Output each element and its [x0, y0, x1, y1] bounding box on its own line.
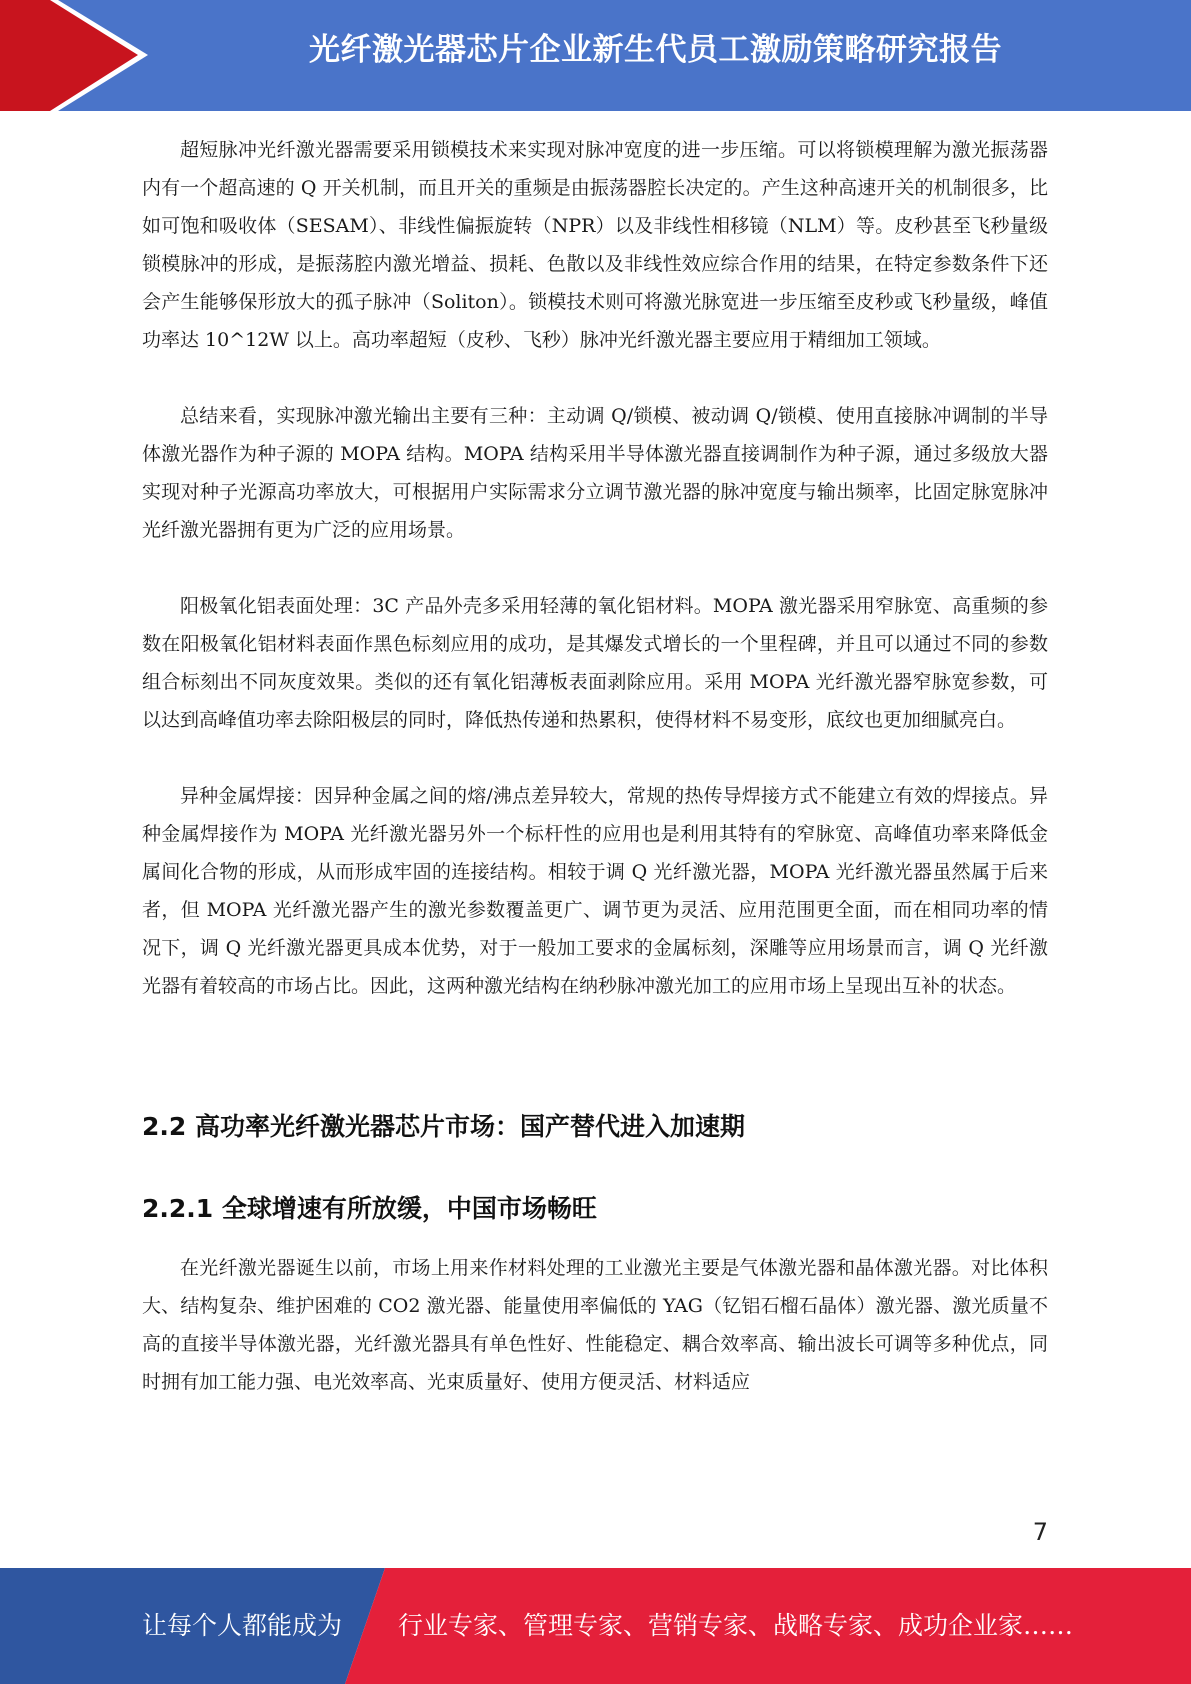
page-content — [142, 131, 1048, 1401]
section-heading: 2.2 高功率光纤激光器芯片市场：国产替代进入加速期 — [142, 1112, 745, 1141]
subsection-heading: 2.2.1 全球增速有所放缓，中国市场畅旺 — [142, 1194, 597, 1223]
page-header — [0, 0, 1191, 111]
body-paragraph: 总结来看，实现脉冲激光输出主要有三种：主动调 Q/锁模、被动调 Q/锁模、使用直接脉冲调制的半导体激光器作为种子源的 MOPA 结构。MOPA 结构采用半导体激光器直接调制作为种子源，通过多级放大器实现对种子光源高功率放大，可根据用户实际需求分立调节激光器的脉冲宽度与输出频率，比固定脉宽脉冲光纤激光器拥有更为广泛的应用场景。 — [142, 405, 1048, 541]
body-paragraph: 异种金属焊接：因异种金属之间的熔/沸点差异较大，常规的热传导焊接方式不能建立有效的焊接点。异种金属焊接作为 MOPA 光纤激光器另外一个标杆性的应用也是利用其特有的窄脉宽、高峰值功率来降低金属间化合物的形成，从而形成牢固的连接结构。相较于调 Q 光纤激光器，MOPA 光纤激光器虽然属于后来者，但 MOPA 光纤激光器产生的激光参数覆盖更广、调节更为灵活、应用范围更全面，而在相同功率的情况下，调 Q 光纤激光器更具成本优势，对于一般加工要求的金属标刻，深雕等应用场景而言，调 Q 光纤激光器有着较高的市场占比。因此，这两种激光结构在纳秒脉冲激光加工的应用市场上呈现出互补的状态。 — [142, 785, 1048, 997]
page-number: 7 — [1032, 1518, 1048, 1546]
footer-slogan-right: 行业专家、管理专家、营销专家、战略专家、成功企业家…… — [398, 1611, 1074, 1640]
page-footer — [0, 1568, 1191, 1684]
body-paragraph: 超短脉冲光纤激光器需要采用锁模技术来实现对脉冲宽度的进一步压缩。可以将锁模理解为激光振荡器内有一个超高速的 Q 开关机制，而且开关的重频是由振荡器腔长决定的。产生这种高速开关的机制很多，比如可饱和吸收体（SESAM）、非线性偏振旋转（NPR）以及非线性相移镜（NLM）等。皮秒甚至飞秒量级锁模脉冲的形成，是振荡腔内激光增益、损耗、色散以及非线性效应综合作用的结果，在特定参数条件下还会产生能够保形放大的孤子脉冲（Soliton）。锁模技术则可将激光脉宽进一步压缩至皮秒或飞秒量级，峰值功率达 10^12W 以上。高功率超短（皮秒、飞秒）脉冲光纤激光器主要应用于精细加工领域。 — [142, 139, 1048, 351]
footer-slogan-left: 让每个人都能成为 — [142, 1611, 343, 1640]
body-paragraph: 阳极氧化铝表面处理：3C 产品外壳多采用轻薄的氧化铝材料。MOPA 激光器采用窄脉宽、高重频的参数在阳极氧化铝材料表面作黑色标刻应用的成功，是其爆发式增长的一个里程碑，并且可以通过不同的参数组合标刻出不同灰度效果。类似的还有氧化铝薄板表面剥除应用。采用 MOPA 光纤激光器窄脉宽参数，可以达到高峰值功率去除阳极层的同时，降低热传递和热累积，使得材料不易变形，底纹也更加细腻亮白。 — [142, 595, 1048, 731]
report-title: 光纤激光器芯片企业新生代员工激励策略研究报告 — [309, 32, 1002, 68]
body-paragraph: 在光纤激光器诞生以前，市场上用来作材料处理的工业激光主要是气体激光器和晶体激光器。对比体积大、结构复杂、维护困难的 CO2 激光器、能量使用率偏低的 YAG（钇铝石榴石晶体）激光器、激光质量不高的直接半导体激光器，光纤激光器具有单色性好、性能稳定、耦合效率高、输出波长可调等多种优点，同时拥有加工能力强、电光效率高、光束质量好、使用方便灵活、材料适应 — [142, 1257, 1048, 1393]
